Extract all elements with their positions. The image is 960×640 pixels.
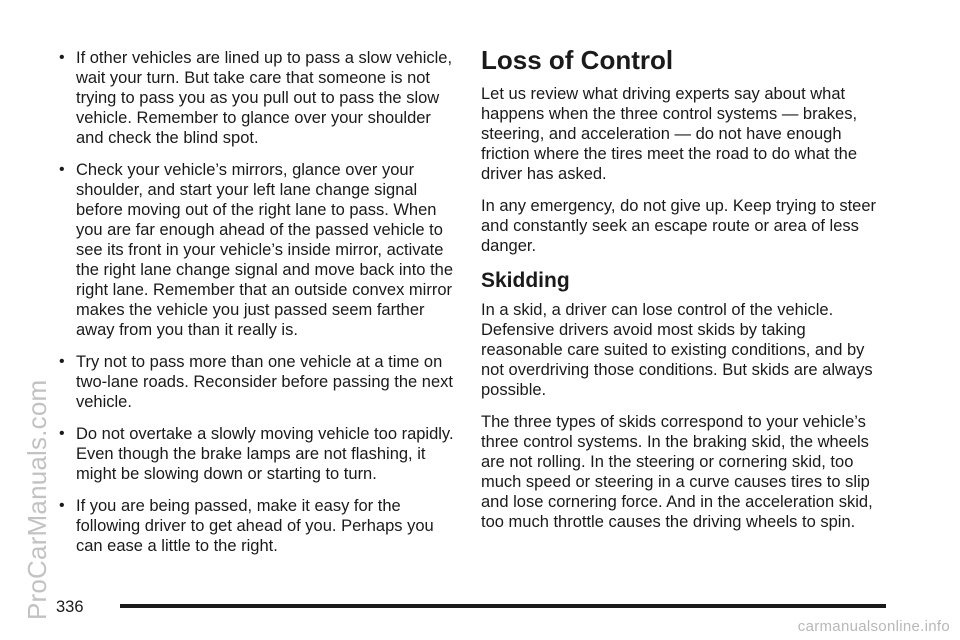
footer-divider: [120, 604, 886, 608]
bullet-icon: •: [59, 49, 65, 66]
bullet-icon: •: [59, 353, 65, 370]
paragraph: Let us review what driving experts say about what happens when the three control systems — brakes, steering, and acceleration — do not have enough friction where the tires meet the road to do what the driver has asked.: [481, 85, 858, 183]
list-item-text: If other vehicles are lined up to pass a slow vehicle, wait your turn. But take care that someone is not trying to pass you as you pull out to pass the slow vehicle. Remember to glance over your shoulder and check the blind spot.: [76, 49, 453, 147]
list-item: [56, 352, 454, 412]
left-column: [56, 48, 454, 568]
right-column: [481, 46, 886, 544]
list-item-text: Check your vehicle’s mirrors, glance over your shoulder, and start your left lane change signal before moving out of the right lane to pass. When you are far enough ahead of the passed vehicle to see its front in your vehicle’s inside mirror, activate the right lane change signal and move back into the right lane. Remember that an outside convex mirror makes the vehicle you just passed seem farther away from you than it really is.: [76, 161, 454, 339]
page-number: 336: [56, 598, 84, 616]
paragraph: In a skid, a driver can lose control of the vehicle. Defensive drivers avoid most skids by taking reasonable care suited to existing conditions, and by not overdriving those conditions. But skids are always possible.: [481, 301, 873, 399]
page-footer: [56, 597, 886, 617]
site-logo: carmanualsonline.info: [797, 618, 950, 635]
bullet-icon: •: [59, 425, 65, 442]
list-item-text: Try not to pass more than one vehicle at a time on two-lane roads. Reconsider before passing the next vehicle.: [76, 353, 453, 411]
list-item: [56, 496, 454, 556]
list-item-text: If you are being passed, make it easy for the following driver to get ahead of you. Perhaps you can ease a little to the right.: [76, 497, 434, 555]
side-watermark: ProCarManuals.com: [22, 379, 52, 620]
subsection-title: Skidding: [481, 269, 570, 292]
paragraph: In any emergency, do not give up. Keep trying to steer and constantly seek an escape route or area of less danger.: [481, 197, 877, 255]
paragraph: The three types of skids correspond to your vehicle’s three control systems. In the braking skid, the wheels are not rolling. In the steering or cornering skid, too much speed or steering in a curve causes tires to slip and lose cornering force. And in the acceleration skid, too much throttle causes the driving wheels to spin.: [481, 413, 873, 531]
list-item-text: Do not overtake a slowly moving vehicle too rapidly. Even though the brake lamps are not flashing, it might be slowing down or starting to turn.: [76, 425, 454, 483]
bullet-icon: •: [59, 497, 65, 514]
list-item: [56, 424, 454, 484]
section-title: Loss of Control: [481, 45, 674, 75]
list-item: [56, 48, 454, 148]
bullet-icon: •: [59, 161, 65, 178]
list-item: [56, 160, 454, 340]
passing-tips-list: [56, 48, 454, 556]
